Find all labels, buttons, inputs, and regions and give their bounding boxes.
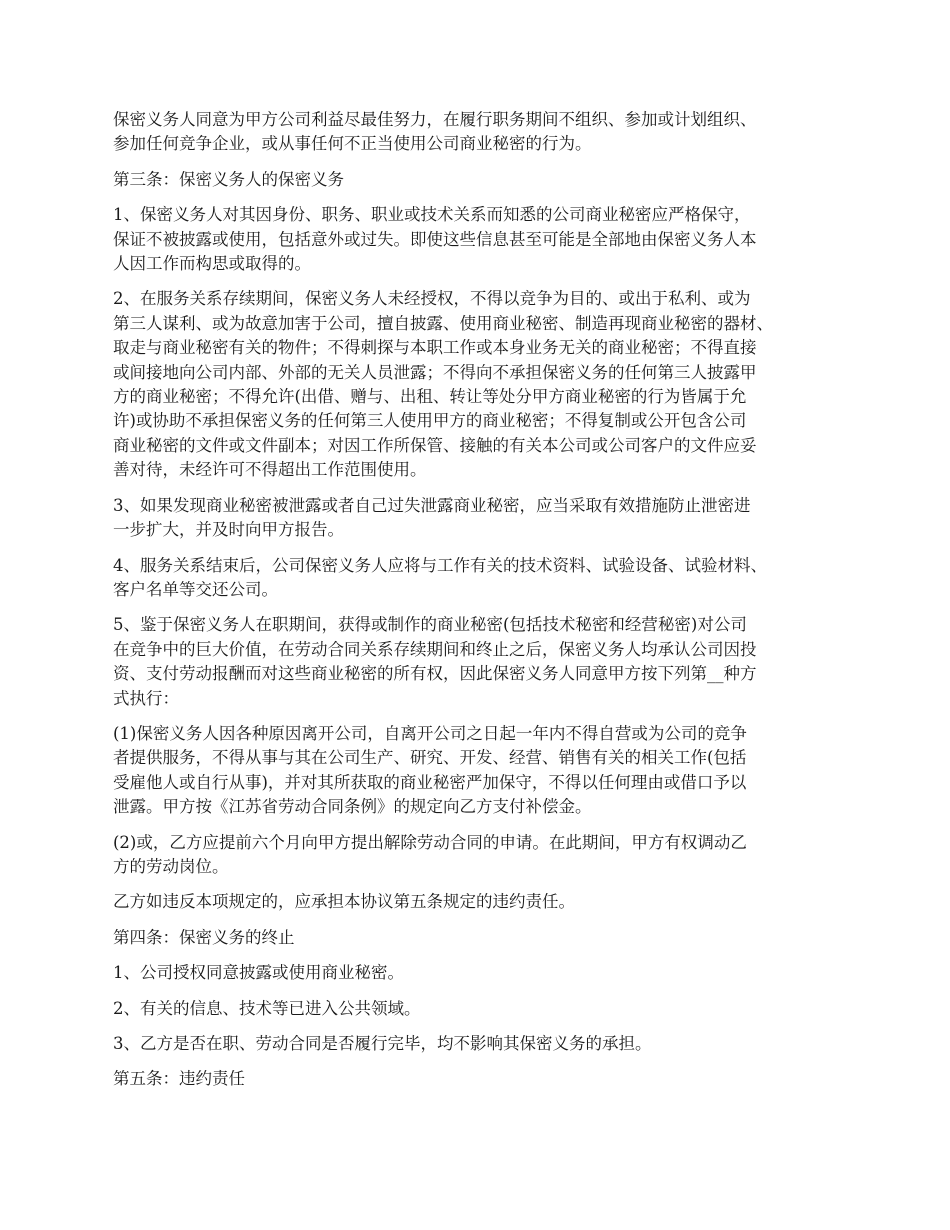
- paragraph-3-4: 4、服务关系结束后，公司保密义务人应将与工作有关的技术资料、试验设备、试验材料、 客户名单等交还公司。: [113, 555, 767, 599]
- paragraph-intro-obligation: 保密义务人同意为甲方公司利益尽最佳努力，在履行职务期间不组织、参加或计划组织、 参加任何竞争企业，或从事任何不正当使用公司商业秘密的行为。: [113, 110, 757, 154]
- paragraph-3-5-option-1: (1)保密义务人因各种原因离开公司，自离开公司之日起一年内不得自营或为公司的竞争 者提供服务，不得从事与其在公司生产、研究、开发、经营、销售有关的相关工作(包括 受雇他人或自行从事)，并对其所获取的商业秘密严加保守，不得以任何理由或借口予以 泄露。甲方按《江苏省劳动合同条例》的规定向乙方支付补偿金。: [113, 723, 747, 817]
- document-body: [113, 108, 850, 1092]
- paragraph-breach-note: 乙方如违反本项规定的，应承担本协议第五条规定的违约责任。: [113, 892, 575, 912]
- paragraph-3-5-option-2: (2)或，乙方应提前六个月向甲方提出解除劳动合同的申请。在此期间，甲方有权调动乙 方的劳动岗位。: [113, 832, 747, 876]
- paragraph-3-5: 5、鉴于保密义务人在职期间，获得或制作的商业秘密(包括技术秘密和经营秘密)对公司 在竞争中的巨大价值，在劳动合同关系存续期间和终止之后，保密义务人均承认公司因投 资、支付劳动报酬而对这些商业秘密的所有权，因此保密义务人同意甲方按下列第__种方 式执行：: [113, 615, 757, 708]
- paragraph-3-2: 2、在服务关系存续期间，保密义务人未经授权，不得以竞争为目的、或出于私利、或为 第三人谋利、或为故意加害于公司，擅自披露、使用商业秘密、制造再现商业秘密的器材、 取走与商业秘密有关的物件；不得刺探与本职工作或本身业务无关的商业秘密；不得直接 或间接地向公司内部、外部的无关人员泄露；不得向不承担保密义务的任何第三人披露甲 方的商业秘密；不得允许(出借、赠与、出租、转让等处分甲方商业秘密的行为皆属于允 许)或协助不承担保密义务的任何第三人使用甲方的商业秘密；不得复制或公开包含公司 商业秘密的文件或文件副本；对因工作所保管、接触的有关本公司或公司客户的文件应妥 善对待，未经许可不得超出工作范围使用。: [113, 289, 773, 480]
- heading-article-3: 第三条：保密义务人的保密义务: [113, 169, 344, 189]
- paragraph-3-3: 3、如果发现商业秘密被泄露或者自己过失泄露商业秘密，应当采取有效措施防止泄密进 一步扩大，并及时向甲方报告。: [113, 495, 751, 540]
- heading-article-4: 第四条：保密义务的终止: [113, 927, 295, 947]
- paragraph-4-2: 2、有关的信息、技术等已进入公共领域。: [113, 998, 421, 1018]
- paragraph-3-1: 1、保密义务人对其因身份、职务、职业或技术关系而知悉的公司商业秘密应严格保守， 保证不被披露或使用，包括意外或过失。即使这些信息甚至可能是全部地由保密义务人本 人因工作而构思或取得的。: [113, 205, 757, 274]
- paragraph-4-3: 3、乙方是否在职、劳动合同是否履行完毕，均不影响其保密义务的承担。: [113, 1034, 652, 1053]
- heading-article-5: 第五条：违约责任: [113, 1069, 245, 1089]
- paragraph-4-1: 1、公司授权同意披露或使用商业秘密。: [113, 963, 404, 983]
